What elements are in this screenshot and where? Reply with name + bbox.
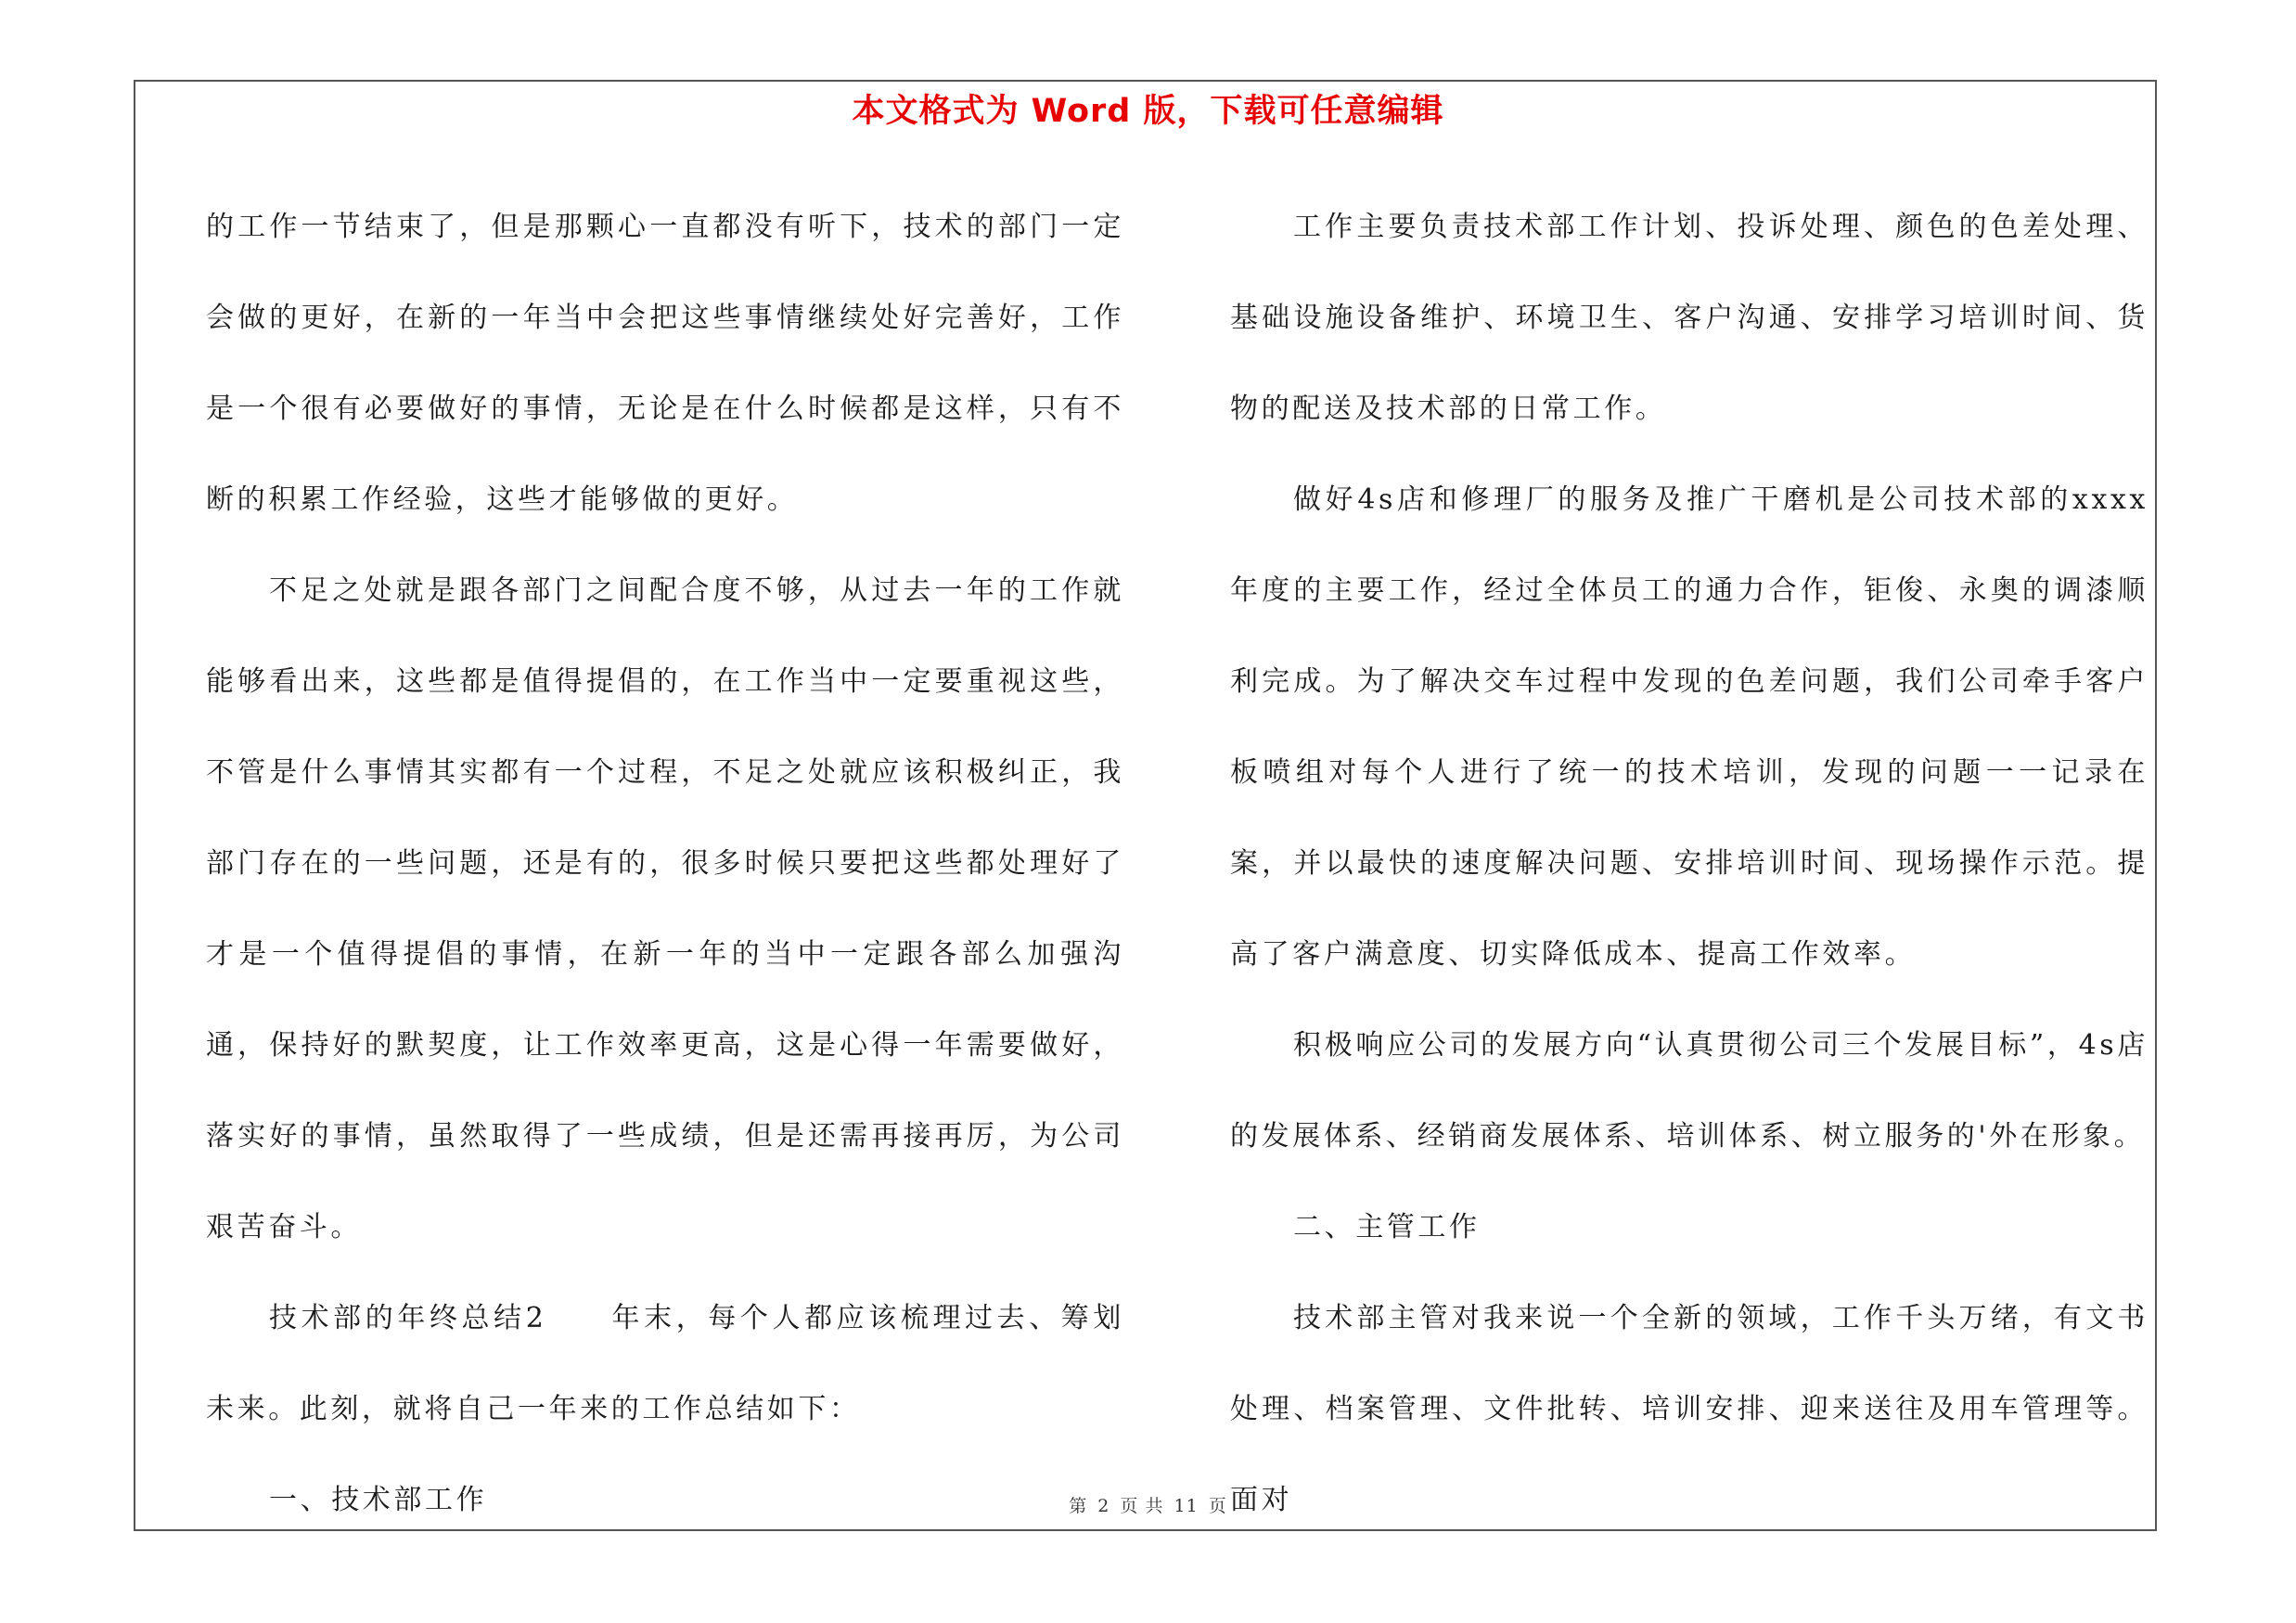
current-page-number: 2 xyxy=(1097,1496,1110,1516)
footer-suffix: 页 xyxy=(1208,1496,1227,1516)
footer-middle: 页 共 xyxy=(1120,1496,1164,1516)
paragraph: 技术部的年终总结2 年末，每个人都应该梳理过去、筹划未来。此刻，就将自己一年来的工作总结如下： xyxy=(206,1302,1124,1425)
page-number-footer xyxy=(0,1492,2296,1517)
right-text-column xyxy=(1230,182,2148,1546)
paragraph: 积极响应公司的发展方向“认真贯彻公司三个发展目标”，4s店的发展体系、经销商发展体系、培训体系、树立服务的'外在形象。 xyxy=(1230,1029,2148,1153)
paragraph: 不足之处就是跟各部门之间配合度不够，从过去一年的工作就能够看出来，这些都是值得提倡的，在工作当中一定要重视这些，不管是什么事情其实都有一个过程，不足之处就应该积极纠正，我部门存在的一些问题，还是有的，很多时候只要把这些都处理好了才是一个值得提倡的事情，在新一年的当中一定跟各部么加强沟通，保持好的默契度，让工作效率更高，这是心得一年需要做好，落实好的事情，虽然取得了一些成绩，但是还需再接再厉，为公司艰苦奋斗。 xyxy=(206,574,1124,1243)
paragraph: 技术部主管对我来说一个全新的领域，工作千头万绪，有文书处理、档案管理、文件批转、培训安排、迎来送往及用车管理等。面对 xyxy=(1230,1302,2148,1516)
paragraph: 的工作一节结束了，但是那颗心一直都没有听下，技术的部门一定会做的更好，在新的一年当中会把这些事情继续处好完善好，工作是一个很有必要做好的事情，无论是在什么时候都是这样，只有不断的积累工作经验，这些才能够做的更好。 xyxy=(206,211,1124,516)
footer-prefix: 第 xyxy=(1069,1496,1088,1516)
paragraph: 工作主要负责技术部工作计划、投诉处理、颜色的色差处理、基础设施设备维护、环境卫生、客户沟通、安排学习培训时间、货物的配送及技术部的日常工作。 xyxy=(1230,211,2148,425)
format-notice-banner: 本文格式为 Word 版，下载可任意编辑 xyxy=(852,93,1444,130)
section-heading: 二、主管工作 xyxy=(1293,1211,1481,1243)
left-text-column xyxy=(206,182,1124,1546)
section-heading: 一、技术部工作 xyxy=(269,1484,488,1516)
total-page-count: 11 xyxy=(1174,1496,1199,1516)
paragraph: 做好4s店和修理厂的服务及推广干磨机是公司技术部的xxxx年度的主要工作，经过全体员工的通力合作，钜俊、永奥的调漆顺利完成。为了解决交车过程中发现的色差问题，我们公司牵手客户板喷组对每个人进行了统一的技术培训，发现的问题一一记录在案，并以最快的速度解决问题、安排培训时间、现场操作示范。提高了客户满意度、切实降低成本、提高工作效率。 xyxy=(1230,483,2148,971)
